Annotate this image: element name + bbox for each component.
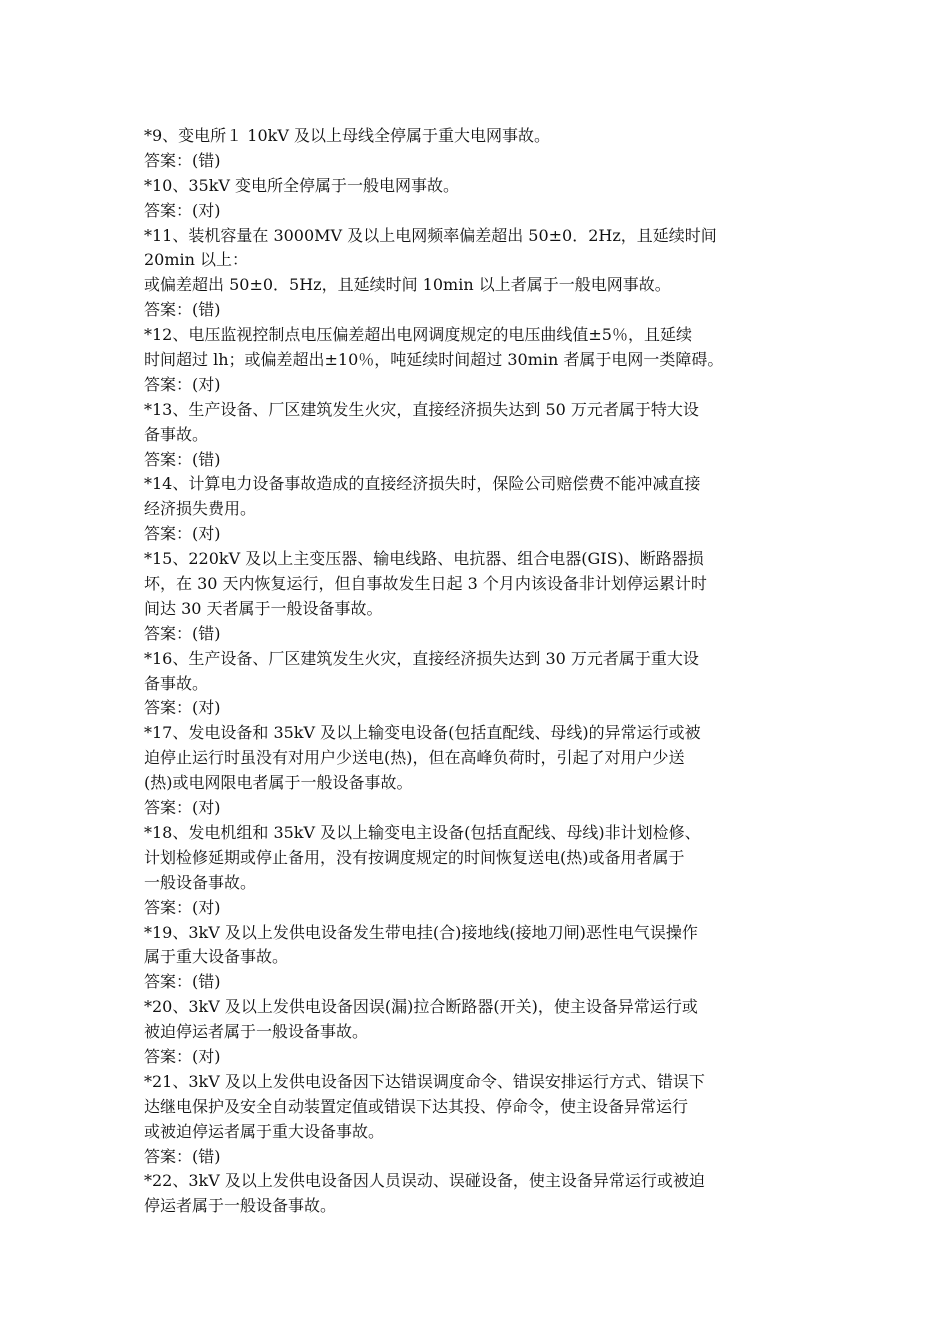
text-line: 20min 以上： [144, 250, 249, 270]
text-line: 或被迫停运者属于重大设备事故。 [144, 1121, 385, 1141]
text-line: 时间超过 lh；或偏差超出±10％，吨延续时间超过 30min 者属于电网一类障碍。 [144, 350, 724, 370]
answer-line: 答案：(对) [144, 798, 221, 818]
text-line: *11、装机容量在 3000MV 及以上电网频率偏差超出 50±0．2Hz，且延续时间 [144, 225, 717, 245]
answer-line: 答案：(错) [144, 300, 221, 320]
text-line: *12、电压监视控制点电压偏差超出电网调度规定的电压曲线值±5％，且延续 [144, 325, 692, 345]
answer-line: 答案：(对) [144, 374, 221, 394]
text-line: 迫停止运行时虽没有对用户少送电(热)，但在高峰负荷时，引起了对用户少送 [144, 748, 685, 768]
text-line: 达继电保护及安全自动装置定值或错误下达其投、停命令，使主设备异常运行 [144, 1096, 689, 1116]
text-line: 被迫停运者属于一般设备事故。 [144, 1022, 369, 1042]
answer-line: 答案：(对) [144, 1046, 221, 1066]
text-line: *17、发电设备和 35kV 及以上输变电设备(包括直配线、母线)的异常运行或被 [144, 723, 701, 743]
answer-line: 答案：(错) [144, 449, 221, 469]
text-line: 坏，在 30 天内恢复运行，但自事故发生日起 3 个月内该设备非计划停运累计时 [144, 574, 707, 594]
text-line: *21、3kV 及以上发供电设备因下达错误调度命令、错误安排运行方式、错误下 [144, 1071, 705, 1091]
text-line: 备事故。 [144, 673, 209, 693]
text-line: *13、生产设备、厂区建筑发生火灾，直接经济损失达到 50 万元者属于特大设 [144, 399, 699, 419]
text-line: 停运者属于一般设备事故。 [144, 1196, 337, 1216]
text-line: *9、变电所１ 10kV 及以上母线全停属于重大电网事故。 [144, 126, 550, 145]
text-line: 计划检修延期或停止备用，没有按调度规定的时间恢复送电(热)或备用者属于 [144, 847, 685, 867]
answer-line: 答案：(对) [144, 200, 221, 220]
text-line: *15、220kV 及以上主变压器、输电线路、电抗器、组合电器(GIS)、断路器损 [144, 549, 704, 569]
text-line: 属于重大设备事故。 [144, 947, 289, 967]
text-line: *20、3kV 及以上发供电设备因误(漏)拉合断路器(开关)，使主设备异常运行或 [144, 997, 698, 1017]
text-line: *14、计算电力设备事故造成的直接经济损失时，保险公司赔偿费不能冲减直接 [144, 474, 701, 494]
answer-line: 答案：(错) [144, 150, 221, 170]
text-line: 备事故。 [144, 424, 209, 444]
text-line: 经济损失费用。 [144, 499, 257, 519]
answer-line: 答案：(错) [144, 1146, 221, 1166]
text-line: *19、3kV 及以上发供电设备发生带电挂(合)接地线(接地刀闸)恶性电气误操作 [144, 922, 698, 942]
text-line: *16、生产设备、厂区建筑发生火灾，直接经济损失达到 30 万元者属于重大设 [144, 648, 699, 668]
text-line: *22、3kV 及以上发供电设备因人员误动、误碰设备，使主设备异常运行或被迫 [144, 1171, 705, 1191]
answer-line: 答案：(对) [144, 897, 221, 917]
answer-line: 答案：(对) [144, 524, 221, 544]
answer-line: 答案：(对) [144, 698, 221, 718]
document-body [144, 124, 814, 1219]
text-line: 间达 30 天者属于一般设备事故。 [144, 598, 383, 618]
text-line: 一般设备事故。 [144, 872, 257, 892]
text-line: 或偏差超出 50±0．5Hz，且延续时间 10min 以上者属于一般电网事故。 [144, 275, 671, 295]
text-line: *18、发电机组和 35kV 及以上输变电主设备(包括直配线、母线)非计划检修、 [144, 822, 701, 842]
answer-line: 答案：(错) [144, 623, 221, 643]
text-line: (热)或电网限电者属于一般设备事故。 [144, 773, 413, 793]
answer-line: 答案：(错) [144, 972, 221, 992]
text-line: *10、35kV 变电所全停属于一般电网事故。 [144, 175, 460, 195]
